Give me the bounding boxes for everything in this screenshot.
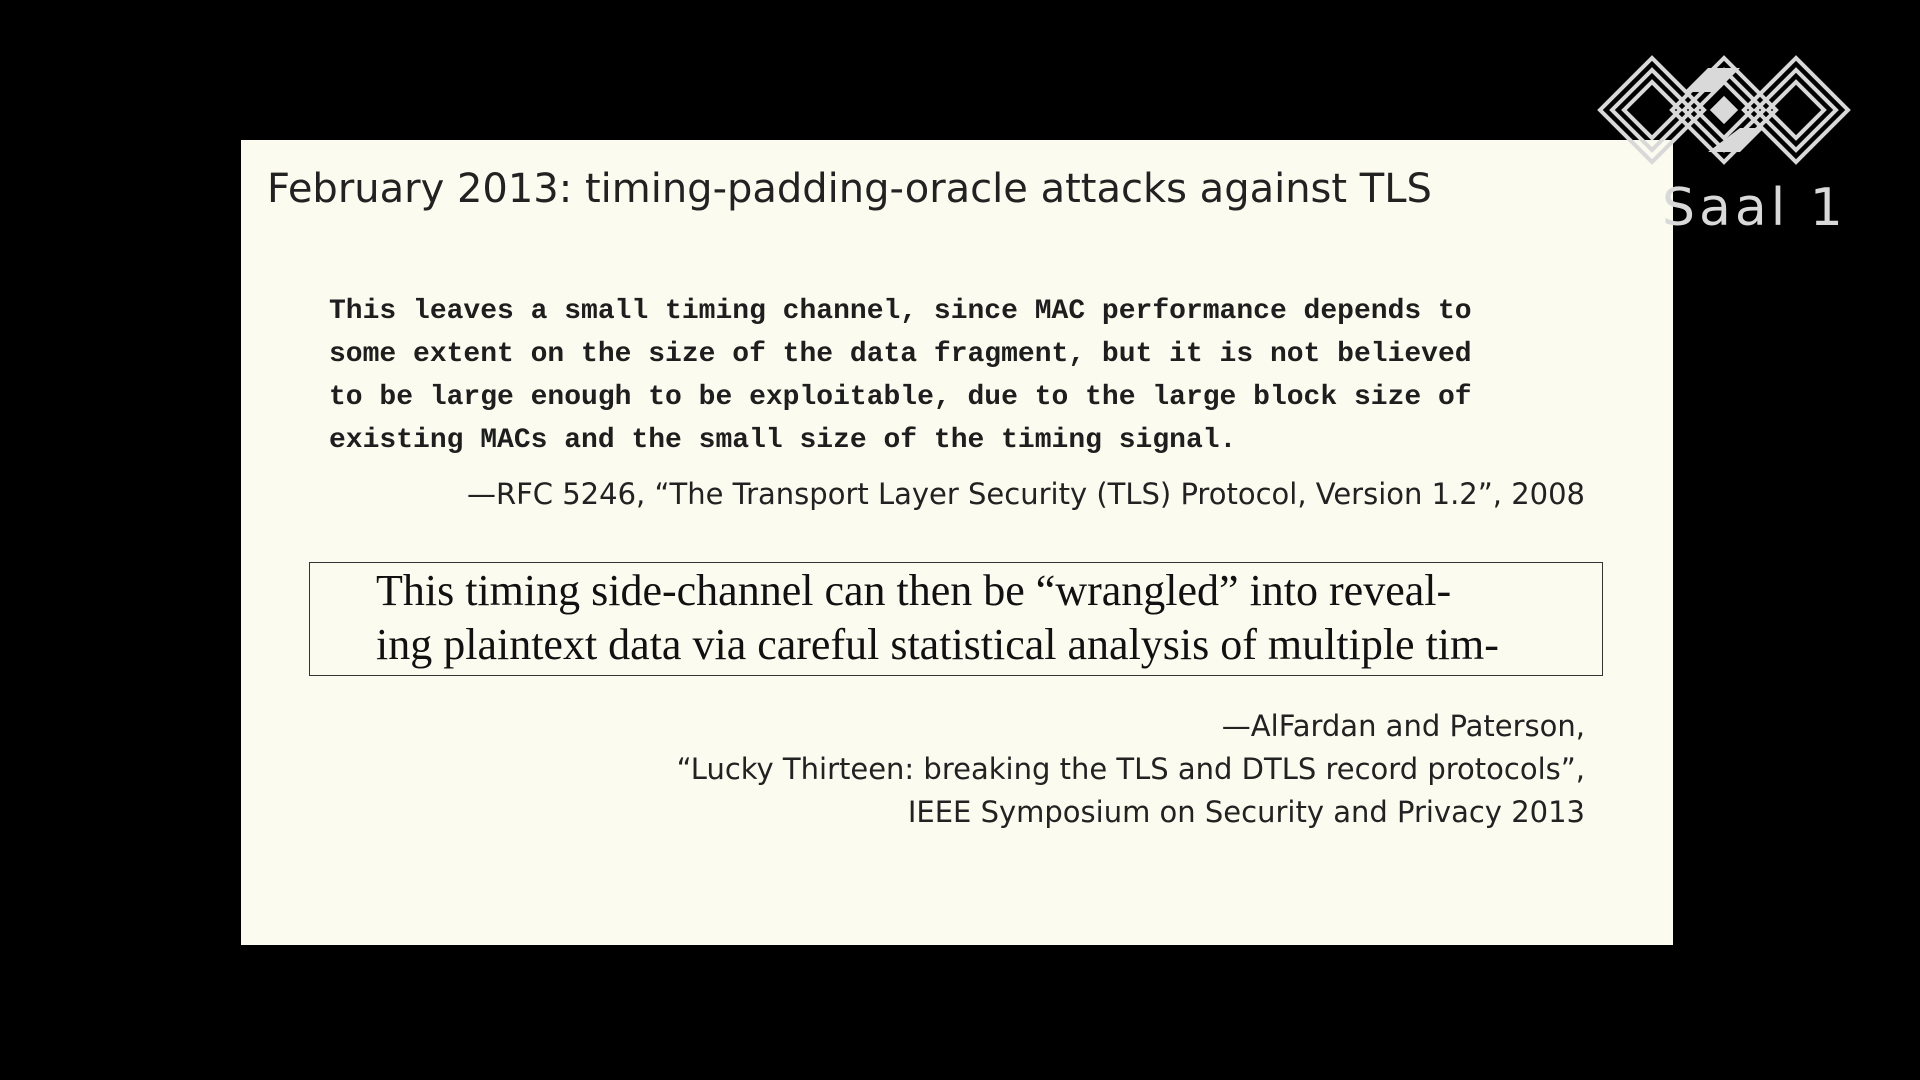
paper-citation-line: IEEE Symposium on Security and Privacy 2013 bbox=[907, 795, 1585, 829]
paper-quote-line: ing plaintext data via careful statistical analysis of multiple tim- bbox=[376, 620, 1499, 669]
paper-citation-line: —AlFardan and Paterson, bbox=[1221, 709, 1585, 743]
presentation-slide bbox=[241, 140, 1673, 945]
paper-quote-line: This timing side-channel can then be “wrangled” into reveal- bbox=[376, 566, 1452, 615]
event-logo-icon bbox=[1596, 54, 1852, 166]
room-label: Saal 1 bbox=[1662, 178, 1847, 238]
slide-title: February 2013: timing-padding-oracle attacks against TLS bbox=[267, 166, 1432, 212]
rfc-quote-line: existing MACs and the small size of the timing signal. bbox=[329, 425, 1237, 456]
paper-citation-line: “Lucky Thirteen: breaking the TLS and DTLS record protocols”, bbox=[676, 752, 1585, 786]
paper-citation bbox=[677, 705, 1585, 834]
rfc-quote-line: to be large enough to be exploitable, due to the large block size of bbox=[329, 382, 1472, 413]
rfc-citation: —RFC 5246, “The Transport Layer Security (TLS) Protocol, Version 1.2”, 2008 bbox=[466, 477, 1585, 511]
rfc-quote bbox=[329, 290, 1589, 462]
paper-quote-box bbox=[309, 562, 1603, 676]
rfc-quote-line: This leaves a small timing channel, since MAC performance depends to bbox=[329, 296, 1472, 327]
rfc-quote-line: some extent on the size of the data fragment, but it is not believed bbox=[329, 339, 1472, 370]
